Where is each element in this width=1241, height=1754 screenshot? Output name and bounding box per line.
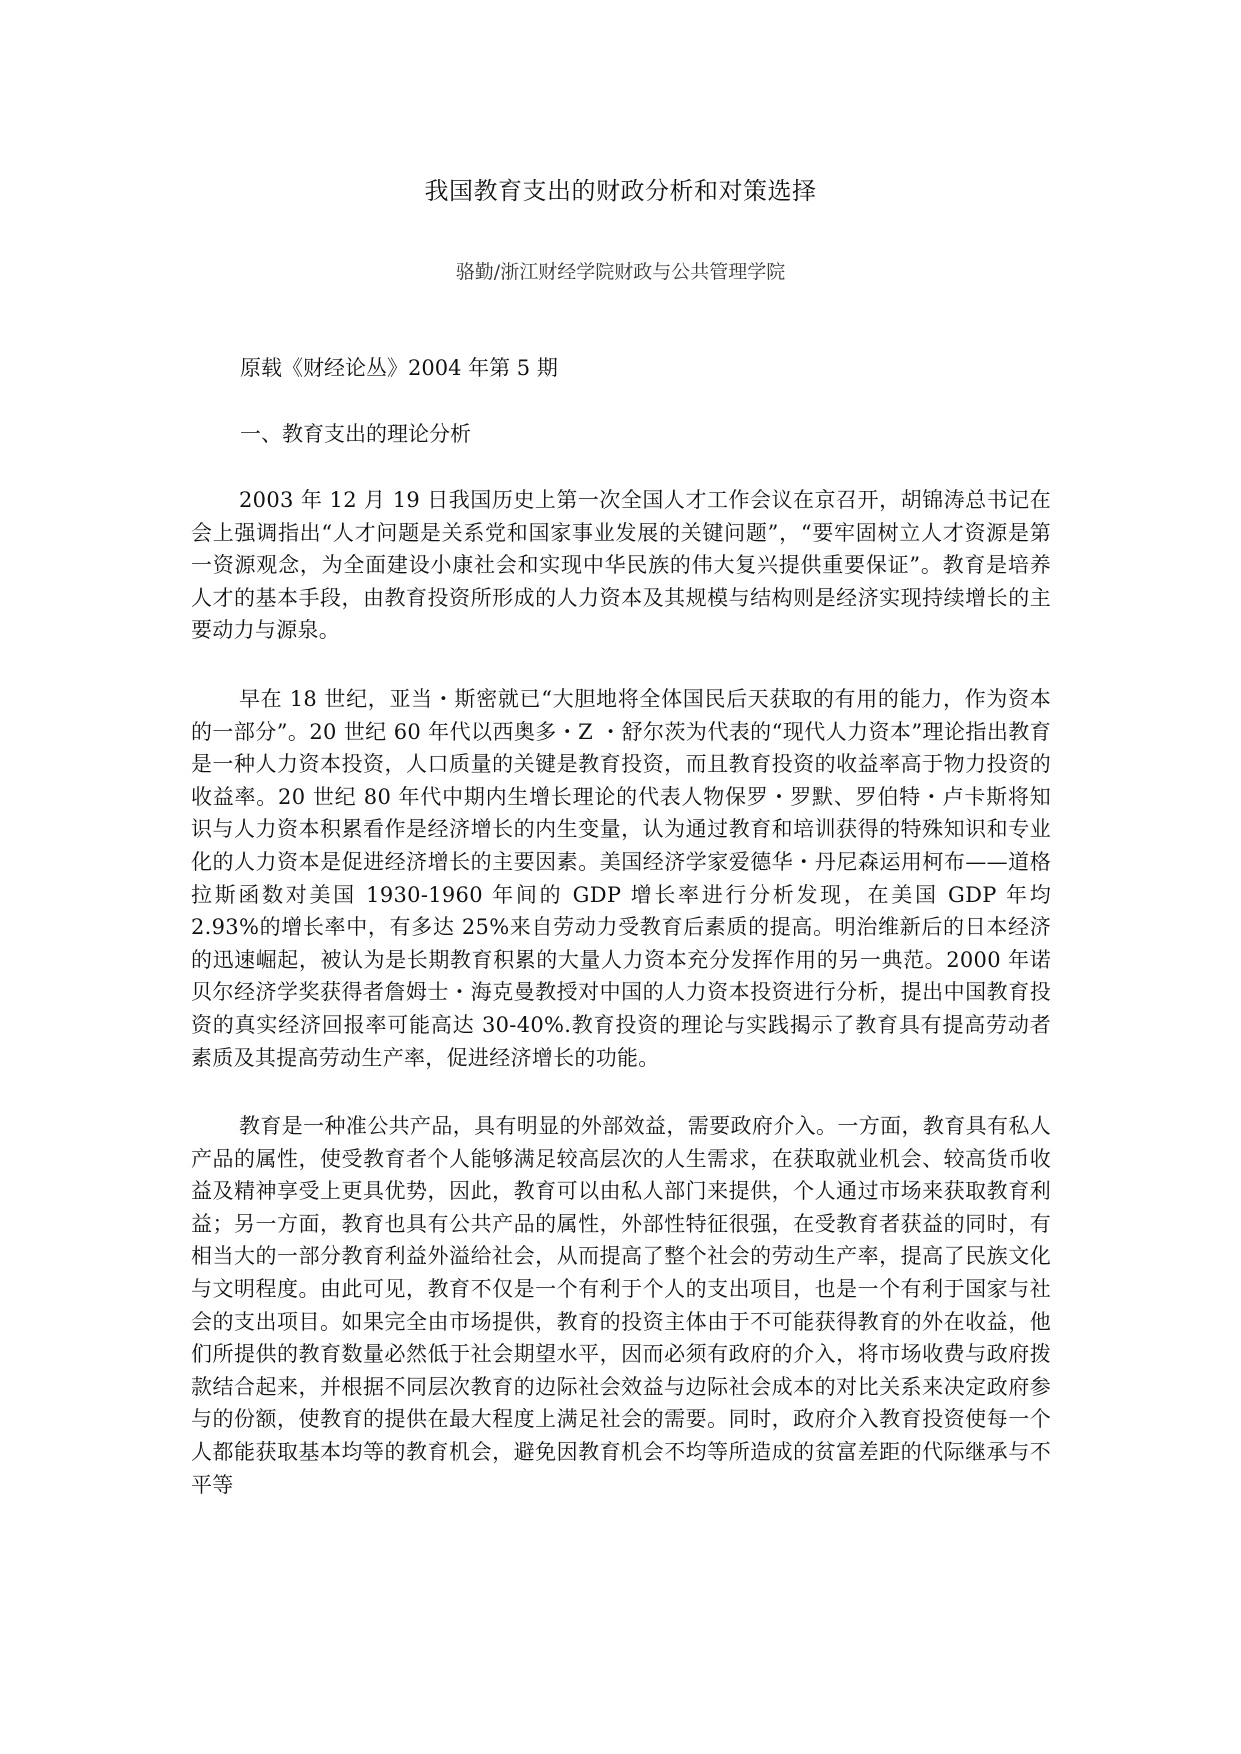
paragraph-2: 早在 18 世纪，亚当・斯密就已“大胆地将全体国民后天获取的有用的能力，作为资本的一部分”。20 世纪 60 年代以西奥多・Z ・舒尔茨为代表的“现代人力资本”理论指出教育是一种人力资本投资，人口质量的关键是教育投资，而且教育投资的收益率高于物力投资的收益率。20 世纪 80 年代中期内生增长理论的代表人物保罗・罗默、罗伯特・卢卡斯将知识与人力资本积累看作是经济增长的内生变量，认为通过教育和培训获得的特殊知识和专业化的人力资本是促进经济增长的主要因素。美国经济学家爱德华・丹尼森运用柯布——道格拉斯函数对美国 1930-1960 年间的 GDP 增长率进行分析发现，在美国 GDP 年均 2.93%的增长率中，有多达 25%来自劳动力受教育后素质的提高。明治维新后的日本经济的迅速崛起，被认为是长期教育积累的大量人力资本充分发挥作用的另一典范。2000 年诺贝尔经济学奖获得者詹姆士・海克曼教授对中国的人力资本投资进行分析，提出中国教育投资的真实经济回报率可能高达 30-40%.教育投资的理论与实践揭示了教育具有提高劳动者素质及其提高劳动生产率，促进经济增长的功能。 xyxy=(191,686,1051,1070)
document-body xyxy=(191,484,1051,1537)
publication-source: 原载《财经论丛》2004 年第 5 期 xyxy=(240,356,558,380)
document-title: 我国教育支出的财政分析和对策选择 xyxy=(424,177,817,205)
paragraph-1: 2003 年 12 月 19 日我国历史上第一次全国人才工作会议在京召开，胡锦涛总书记在会上强调指出“人才问题是关系党和国家事业发展的关键问题”，“要牢固树立人才资源是第一资源观念，为全面建设小康社会和实现中华民族的伟大复兴提供重要保证”。教育是培养人才的基本手段，由教育投资所形成的人力资本及其规模与结构则是经济实现持续增长的主要动力与源泉。 xyxy=(191,488,1051,643)
section-heading: 一、教育支出的理论分析 xyxy=(240,422,471,446)
author-affiliation: 骆勤/浙江财经学院财政与公共管理学院 xyxy=(455,261,786,283)
paragraph-3: 教育是一种准公共产品，具有明显的外部效益，需要政府介入。一方面，教育具有私人产品的属性，使受教育者个人能够满足较高层次的人生需求，在获取就业机会、较高货币收益及精神享受上更具优势，因此，教育可以由私人部门来提供，个人通过市场来获取教育利益；另一方面，教育也具有公共产品的属性，外部性特征很强，在受教育者获益的同时，有相当大的一部分教育利益外溢给社会，从而提高了整个社会的劳动生产率，提高了民族文化与文明程度。由此可见，教育不仅是一个有利于个人的支出项目，也是一个有利于国家与社会的支出项目。如果完全由市场提供，教育的投资主体由于不可能获得教育的外在收益，他们所提供的教育数量必然低于社会期望水平，因而必须有政府的介入，将市场收费与政府拨款结合起来，并根据不同层次教育的边际社会效益与边际社会成本的对比关系来决定政府参与的份额，使教育的提供在最大程度上满足社会的需要。同时，政府介入教育投资使每一个人都能获取基本均等的教育机会，避免因教育机会不均等所造成的贫富差距的代际继承与不平等 xyxy=(191,1114,1051,1497)
